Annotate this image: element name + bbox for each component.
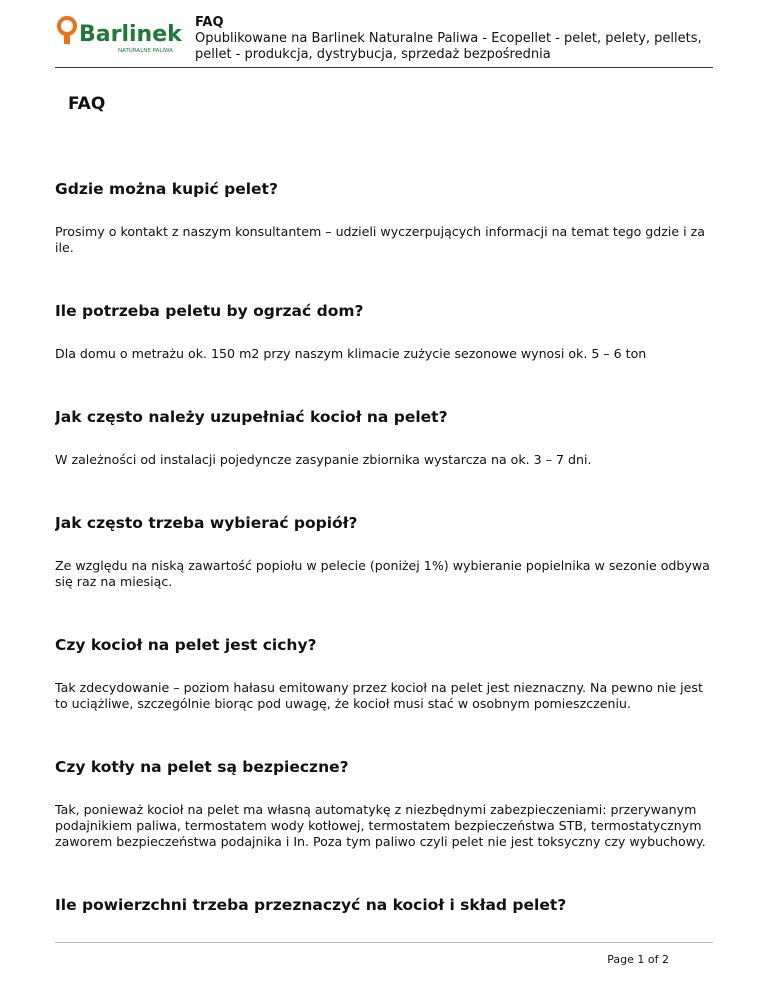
faq-question: Ile potrzeba peletu by ogrzać dom? [55, 302, 364, 320]
page-header [55, 14, 713, 68]
faq-list [55, 178, 710, 932]
barlinek-logo [55, 14, 185, 58]
header-divider [55, 67, 713, 68]
faq-question: Ile powierzchni trzeba przeznaczyć na kocioł i skład pelet? [55, 896, 567, 914]
faq-item [55, 756, 710, 850]
faq-answer: Ze względu na niską zawartość popiołu w pelecie (poniżej 1%) wybieranie popielnika w sezonie odbywa się raz na miesiąc. [55, 558, 710, 589]
header-text [195, 15, 715, 63]
faq-answer: Dla domu o metrażu ok. 150 m2 przy naszym klimacie zużycie sezonowe wynosi ok. 5 – 6 ton [55, 346, 647, 361]
faq-answer: Prosimy o kontakt z naszym konsultantem – udzieli wyczerpujących informacji na temat tego gdzie i za ile. [55, 224, 705, 255]
faq-item [55, 300, 710, 362]
barlinek-logo-graphic [55, 14, 185, 58]
svg-text:Barlinek: Barlinek [79, 22, 182, 47]
faq-answer: Tak zdecydowanie – poziom hałasu emitowany przez kocioł na pelet jest nieznaczny. Na pewno nie jest to uciążliwe, szczególnie biorąc pod uwagę, że kocioł musi stać w osobnym pomieszczeniu. [55, 680, 703, 711]
header-description: Opublikowane na Barlinek Naturalne Paliwa - Ecopellet - pelet, pelety, pellets, pellet - produkcja, dystrybucja, sprzedaż bezpośrednia [195, 31, 702, 62]
faq-question: Jak często należy uzupełniać kocioł na pelet? [55, 408, 448, 426]
faq-answer: Tak, ponieważ kocioł na pelet ma własną automatykę z niezbędnymi zabezpieczeniami: przerywanym podajnikiem paliwa, termostatem wody kotłowej, termostatem bezpieczeństwa STB, termostatycznym zaworem bezpieczeństwa podajnika i In. Poza tym paliwo czyli pelet nie jest toksyczny czy wybuchowy. [55, 802, 706, 849]
faq-item [55, 512, 710, 590]
faq-item [55, 894, 710, 932]
faq-question: Gdzie można kupić pelet? [55, 180, 278, 198]
faq-question: Czy kocioł na pelet jest cichy? [55, 636, 317, 654]
faq-question: Jak często trzeba wybierać popiół? [55, 514, 358, 532]
faq-item [55, 178, 710, 256]
svg-text:NATURALNE PALIWA: NATURALNE PALIWA [118, 48, 173, 54]
header-title: FAQ [195, 15, 224, 30]
page-title: FAQ [68, 94, 106, 114]
faq-answer: W zależności od instalacji pojedyncze zasypanie zbiornika wystarcza na ok. 3 – 7 dni. [55, 452, 592, 467]
page-number: Page 1 of 2 [607, 953, 669, 966]
faq-question: Czy kotły na pelet są bezpieczne? [55, 758, 349, 776]
faq-item [55, 406, 710, 468]
faq-item [55, 634, 710, 712]
footer-divider [55, 942, 713, 943]
